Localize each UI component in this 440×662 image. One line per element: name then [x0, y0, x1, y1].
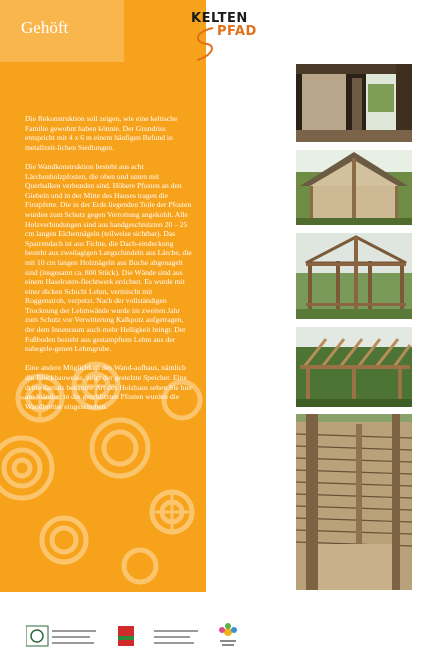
paragraph-construction: Die Wandkonstruktion besteht aus acht Lärchenholzpfosten, die oben und unten mit Querbalken verbunden sind. Höhere Pfosten an den Giebeln und in der Mitte des Hauses tragen die Firstpfette. Die in der Erde liegenden Teile der Pfosten wurden zum Schutz gegen Verrottung angekohlt. Alle Holzverbindungen sind aus handgeschnitzten 20 – 25 cm langen Eichennägeln (teilweise sichtbar). Das Sparrendach ist aus Fichte, die Dach-eindeckung besteht aus zweilagigen Langschindeln aus Lärche, die mit 10 cm langen Holznägeln aus Buche abgenagelt sind (insgesamt ca. 800 Stück). Die Wände sind aus einem Haselruten-flechtwerk errichtet. Es wurde mit einer dicken Schicht Lehm, vermischt mit Roggenstroh, verputzt. Nach der vollständigen Trocknung der Lehmwände wurde im zweiten Jahr zum Schutz vor Verwitterung Kalkputz aufgetragen, der dem Innenraum auch mehr Helligkeit bringt. Der Fußboden besteht aus gestampftem Lehm aus der nahegele-genen Lehmgrube.: [25, 161, 192, 354]
paragraph-alternatives: Eine andere Möglichkeit des Wand-aufbaus, nämlich die Blockbauweise, zeigt der gestelzte Speicher. Eine dritte damals bekannte Art des Holzbaus sehen Sie hier am Ständer: in die geschlitzten Pfosten wurden die Wandbretter eingeschoben.: [25, 363, 193, 411]
photo-wattle-closeup: [296, 414, 412, 590]
logo-text-top: KELTEN: [191, 11, 248, 26]
eu-flower-icon: [216, 622, 240, 650]
photo-timber-frame: [296, 233, 412, 319]
paragraph-intro: Die Rekonstruktion soll zeigen, wie eine keltische Familie gewohnt haben könnte. Der Grundriss entspricht mit 4 x 6 m einem häufigen Befund in metallzeit-lichen Siedlungen.: [25, 114, 178, 152]
body-text: [25, 114, 193, 421]
keltenpfad-logo: [185, 6, 267, 68]
photo-house-interior: [296, 64, 412, 142]
text-panel: [0, 0, 206, 592]
photo-gable-wattle-wall: [296, 150, 412, 225]
coat-of-arms-icon: [116, 624, 202, 648]
sponsor-logo-icon: [26, 624, 98, 648]
page-title: Gehöft: [21, 18, 69, 37]
photo-roof-rafters: [296, 327, 412, 407]
logo-text-bottom: PFAD: [217, 24, 257, 39]
